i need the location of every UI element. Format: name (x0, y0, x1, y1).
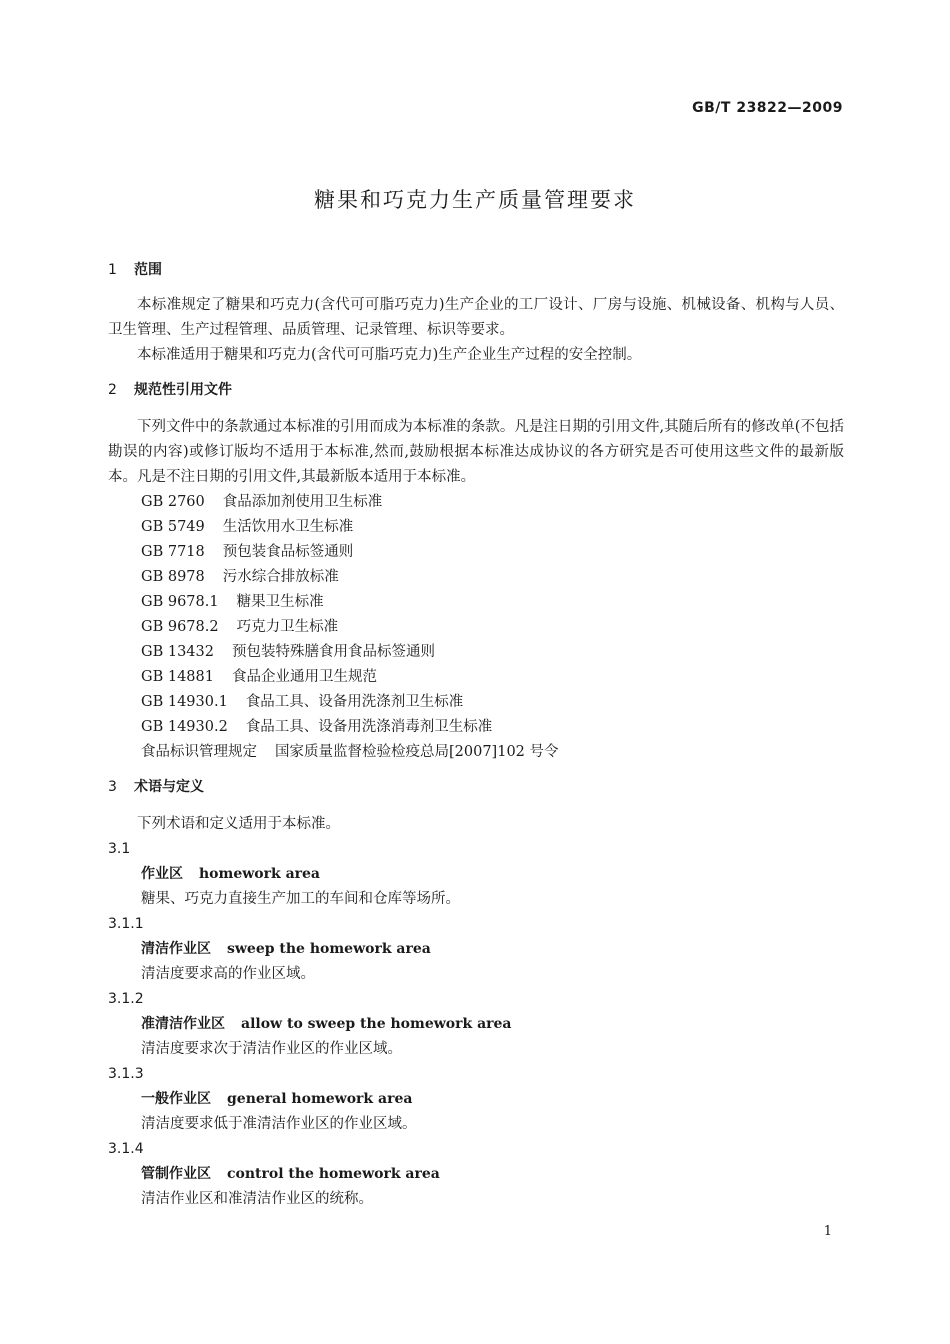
reference-item (108, 590, 844, 615)
reference-item (108, 740, 844, 765)
term-number: 3.1.3 (108, 1066, 144, 1082)
term-definition: 清洁度要求低于准清洁作业区的作业区域。 (141, 1116, 417, 1132)
term-en: control the homework area (227, 1166, 440, 1182)
term-en: homework area (199, 866, 321, 882)
section-heading-terms-definitions (108, 775, 844, 800)
term-entry (108, 937, 844, 962)
reference-code: GB 14930.2 (141, 719, 228, 735)
term-definition: 清洁作业区和准清洁作业区的统称。 (141, 1191, 373, 1207)
section-heading-scope (108, 258, 844, 283)
document-title: 糖果和巧克力生产质量管理要求 (314, 188, 636, 212)
reference-item (108, 690, 844, 715)
paragraph: 本标准适用于糖果和巧克力(含代可可脂巧克力)生产企业生产过程的安全控制。 (137, 347, 642, 363)
section-number: 2 (108, 382, 117, 398)
reference-name: 预包装食品标签通则 (222, 544, 354, 560)
term-number: 3.1 (108, 841, 131, 857)
page-number: 1 (823, 1224, 832, 1239)
reference-code: GB 5749 (141, 519, 205, 535)
term-number: 3.1.4 (108, 1141, 144, 1157)
paragraph: 下列术语和定义适用于本标准。 (137, 816, 340, 832)
reference-code: GB 9678.1 (141, 594, 219, 610)
section-title: 规范性引用文件 (134, 382, 232, 398)
term-entry (108, 862, 844, 887)
term-entry (108, 1012, 844, 1037)
reference-code: 食品标识管理规定 (141, 744, 257, 760)
term-cn: 准清洁作业区 (141, 1016, 225, 1032)
reference-name: 预包装特殊膳食用食品标签通则 (231, 644, 435, 660)
reference-item (108, 615, 844, 640)
reference-item (108, 515, 844, 540)
term-cn: 清洁作业区 (141, 941, 211, 957)
reference-item (108, 640, 844, 665)
term-entry (108, 1087, 844, 1112)
term-cn: 作业区 (141, 866, 183, 882)
reference-item (108, 665, 844, 690)
term-en: allow to sweep the homework area (241, 1016, 512, 1032)
term-number: 3.1.2 (108, 991, 144, 1007)
term-definition: 糖果、巧克力直接生产加工的车间和仓库等场所。 (141, 891, 460, 907)
reference-name: 国家质量监督检验检疫总局[2007]102 号令 (275, 744, 559, 760)
standard-code: GB/T 23822—2009 (692, 100, 843, 116)
reference-name: 食品工具、设备用洗涤消毒剂卫生标准 (245, 719, 493, 735)
term-number: 3.1.1 (108, 916, 144, 932)
term-en: sweep the homework area (227, 941, 431, 957)
section-number: 1 (108, 262, 117, 278)
reference-name: 生活饮用水卫生标准 (222, 519, 354, 535)
term-cn: 管制作业区 (141, 1166, 211, 1182)
reference-name: 污水综合排放标准 (222, 569, 339, 585)
reference-code: GB 13432 (141, 644, 214, 660)
reference-item (108, 715, 844, 740)
reference-code: GB 8978 (141, 569, 205, 585)
section-heading-normative-references (108, 378, 844, 403)
term-definition: 清洁度要求高的作业区域。 (141, 966, 315, 982)
term-definition: 清洁度要求次于清洁作业区的作业区域。 (141, 1041, 402, 1057)
reference-name: 糖果卫生标准 (236, 594, 324, 610)
reference-item (108, 565, 844, 590)
section-title: 范围 (134, 262, 162, 278)
reference-code: GB 14930.1 (141, 694, 228, 710)
reference-item (108, 490, 844, 515)
paragraph: 本标准规定了糖果和巧克力(含代可可脂巧克力)生产企业的工厂设计、厂房与设施、机械设备、机构与人员、卫生管理、生产过程管理、品质管理、记录管理、标识等要求。 (108, 297, 844, 338)
paragraph: 下列文件中的条款通过本标准的引用而成为本标准的条款。凡是注日期的引用文件,其随后所有的修改单(不包括勘误的内容)或修订版均不适用于本标准,然而,鼓励根据本标准达成协议的各方研究是否可使用这些文件的最新版本。凡是不注日期的引用文件,其最新版本适用于本标准。 (108, 419, 844, 485)
reference-code: GB 9678.2 (141, 619, 219, 635)
reference-name: 食品工具、设备用洗涤剂卫生标准 (245, 694, 464, 710)
reference-code: GB 14881 (141, 669, 214, 685)
term-en: general homework area (227, 1091, 413, 1107)
section-number: 3 (108, 779, 117, 795)
term-entry (108, 1162, 844, 1187)
reference-item (108, 540, 844, 565)
reference-code: GB 2760 (141, 494, 205, 510)
reference-name: 巧克力卫生标准 (236, 619, 339, 635)
term-cn: 一般作业区 (141, 1091, 211, 1107)
reference-code: GB 7718 (141, 544, 205, 560)
section-title: 术语与定义 (134, 779, 204, 795)
document-body (108, 258, 844, 1212)
reference-name: 食品添加剂使用卫生标准 (222, 494, 383, 510)
reference-name: 食品企业通用卫生规范 (231, 669, 377, 685)
